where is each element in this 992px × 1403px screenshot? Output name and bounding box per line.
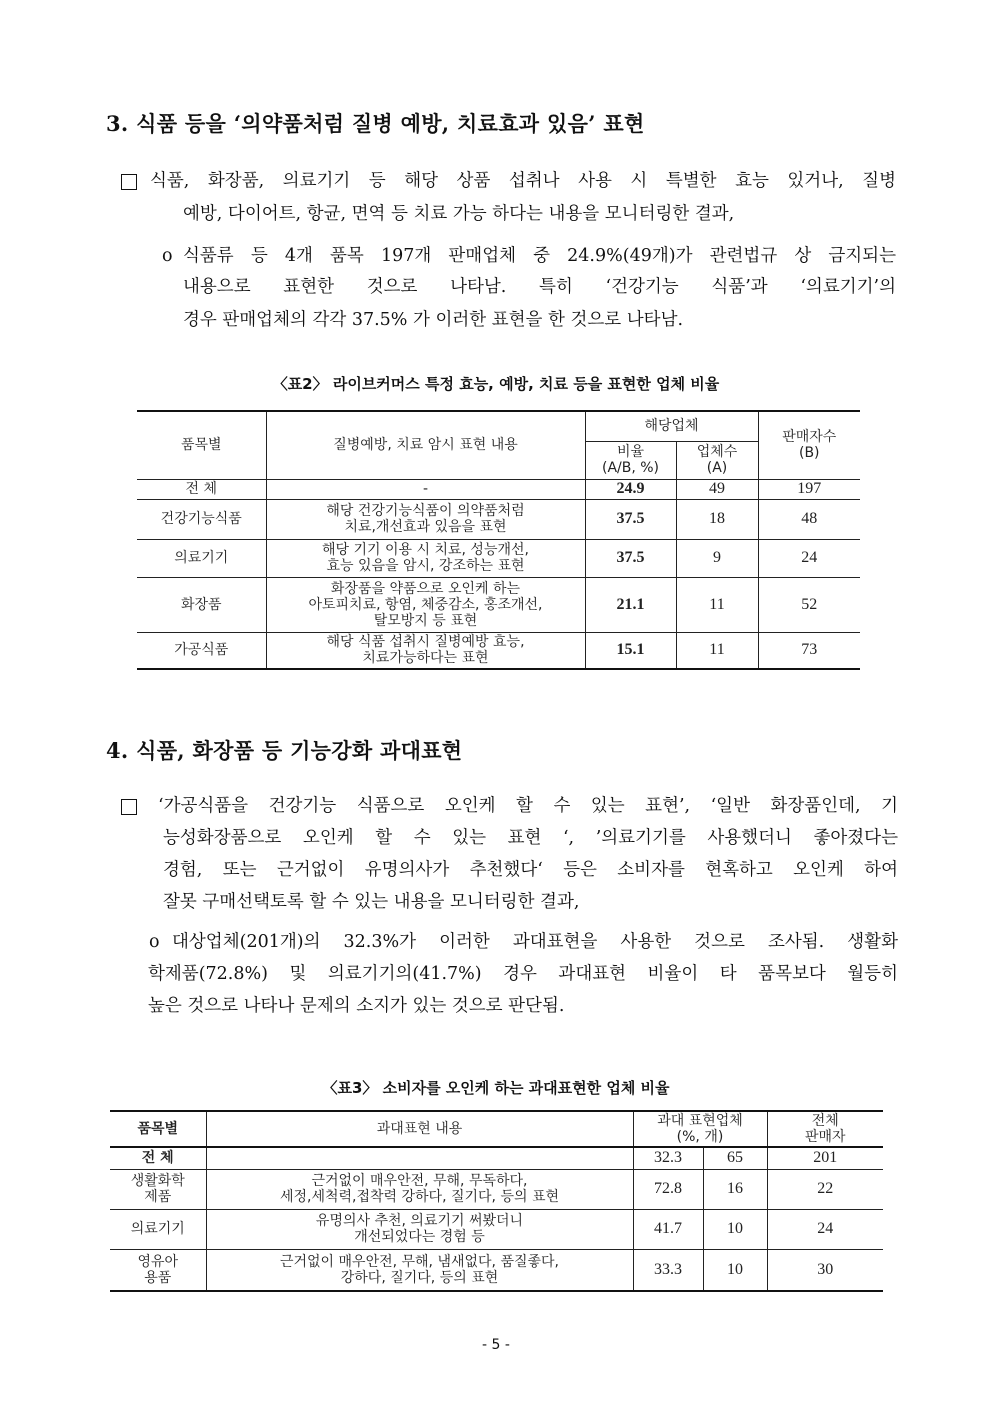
section-3-sub-line-2: 내용으로 표현한 것으로 나타남. 특히 ‘건강기능 식품’과 ‘의료기기’의 — [183, 277, 896, 297]
cell-content: 근거없이 매우안전, 무해, 무독하다, 세정,세척력,접착력 강하다, 질기다, 등의 표현 — [206, 1169, 633, 1209]
cell-item: 생활화학 제품 — [110, 1169, 206, 1209]
table-2-caption: 〈표2〉 라이브커머스 특정 효능, 예방, 치료 등을 표현한 업체 비율 — [272, 375, 720, 393]
table-row — [137, 479, 860, 499]
cell-content: 근거없이 매우안전, 무해, 냄새없다, 품질좋다, 강하다, 질기다, 등의 표현 — [206, 1249, 633, 1291]
cell-count: 9 — [676, 539, 758, 577]
section-3-sub-line-1: 식품류 등 4개 품목 197개 판매업체 중 24.9%(49개)가 관련법규 상 금지되는 — [183, 246, 896, 266]
cell-total: 24 — [767, 1209, 883, 1249]
cell-content: 화장품을 약품으로 오인케 하는 아토피치료, 항염, 체중감소, 홍조개선, 탈모방지 등 표현 — [266, 577, 585, 632]
table-row — [137, 539, 860, 577]
cell-item: 가공식품 — [137, 632, 266, 669]
cell-item: 전 체 — [137, 479, 266, 499]
header-group: 해당업체 — [585, 411, 758, 441]
cell-count: 65 — [703, 1147, 767, 1169]
checkbox-square-icon — [121, 174, 137, 190]
cell-content: 해당 기기 이용 시 치료, 성능개선, 효능 있음을 암시, 강조하는 표현 — [266, 539, 585, 577]
cell-ratio: 21.1 — [585, 577, 676, 632]
page-number: - 5 - — [482, 1337, 510, 1353]
table-3-caption: 〈표3〉 소비자를 오인케 하는 과대표현한 업체 비율 — [322, 1079, 670, 1097]
cell-count: 10 — [703, 1249, 767, 1291]
checkbox-square-icon — [121, 799, 137, 815]
section-4-heading: 4. 식품, 화장품 등 기능강화 과대표현 — [106, 738, 463, 763]
cell-item: 영유아 용품 — [110, 1249, 206, 1291]
header-content: 과대표현 내용 — [206, 1111, 633, 1147]
header-item: 품목별 — [110, 1111, 206, 1147]
cell-total: 201 — [767, 1147, 883, 1169]
section-3-bullet-line-2: 예방, 다이어트, 항균, 면역 등 치료 가능 하다는 내용을 모니터링한 결과, — [183, 204, 735, 224]
cell-ratio: 37.5 — [585, 539, 676, 577]
cell-content: 해당 식품 섭취시 질병예방 효능, 치료가능하다는 표현 — [266, 632, 585, 669]
table-row — [137, 577, 860, 632]
section-4-bullet-line-4: 잘못 구매선택토록 할 수 있는 내용을 모니터링한 결과, — [163, 892, 580, 912]
cell-sellers: 73 — [758, 632, 860, 669]
header-group: 과대 표현업체 (%, 개) — [633, 1111, 767, 1147]
sub-bullet-marker: o — [162, 246, 173, 266]
cell-ratio: 33.3 — [633, 1249, 703, 1291]
cell-ratio: 37.5 — [585, 499, 676, 539]
cell-content: 유명의사 추천, 의료기기 써봤더니 개선되었다는 경험 등 — [206, 1209, 633, 1249]
sub-bullet-marker: o — [149, 932, 160, 952]
cell-item: 건강기능식품 — [137, 499, 266, 539]
cell-ratio: 41.7 — [633, 1209, 703, 1249]
cell-item: 의료기기 — [110, 1209, 206, 1249]
cell-total: 22 — [767, 1169, 883, 1209]
cell-count: 16 — [703, 1169, 767, 1209]
cell-sellers: 52 — [758, 577, 860, 632]
table-row — [110, 1147, 883, 1169]
table-3 — [110, 1110, 883, 1292]
section-4-sub-line-1: 대상업체(201개)의 32.3%가 이러한 과대표현을 사용한 것으로 조사됨. 생활화 — [172, 932, 898, 952]
section-3-bullet-line-1: 식품, 화장품, 의료기기 등 해당 상품 섭취나 사용 시 특별한 효능 있거나, 질병 — [150, 171, 896, 191]
cell-ratio: 24.9 — [585, 479, 676, 499]
table-row — [137, 632, 860, 669]
header-total: 전체 판매자 — [767, 1111, 883, 1147]
cell-sellers: 24 — [758, 539, 860, 577]
cell-sellers: 48 — [758, 499, 860, 539]
cell-item: 의료기기 — [137, 539, 266, 577]
section-4-bullet-line-2: 능성화장품으로 오인케 할 수 있는 표현 ‘, ’의료기기를 사용했더니 좋아졌다는 — [163, 828, 898, 848]
header-ratio: 비율 (A/B, %) — [585, 441, 676, 479]
section-4-sub-line-2: 학제품(72.8%) 및 의료기기의(41.7%) 경우 과대표현 비율이 타 품목보다 월등히 — [148, 964, 898, 984]
header-content: 질병예방, 치료 암시 표현 내용 — [266, 411, 585, 479]
section-4-sub-line-3: 높은 것으로 나타나 문제의 소지가 있는 것으로 판단됨. — [148, 996, 565, 1016]
table-2 — [137, 410, 860, 670]
table-row — [137, 499, 860, 539]
cell-ratio: 72.8 — [633, 1169, 703, 1209]
cell-count: 49 — [676, 479, 758, 499]
section-4-bullet-line-1: ‘가공식품을 건강기능 식품으로 오인케 할 수 있는 표현’, ‘일반 화장품인데, 기 — [158, 796, 898, 816]
section-3-heading: 3. 식품 등을 ‘의약품처럼 질병 예방, 치료효과 있음’ 표현 — [106, 111, 645, 136]
section-4-bullet-line-3: 경험, 또는 근거없이 유명의사가 추천했다‘ 등은 소비자를 현혹하고 오인케 하여 — [163, 860, 898, 880]
header-item: 품목별 — [137, 411, 266, 479]
table-row — [110, 1169, 883, 1209]
cell-count: 11 — [676, 632, 758, 669]
cell-count: 18 — [676, 499, 758, 539]
cell-count: 10 — [703, 1209, 767, 1249]
table-row — [110, 1249, 883, 1291]
cell-total: 30 — [767, 1249, 883, 1291]
cell-ratio: 32.3 — [633, 1147, 703, 1169]
cell-content — [206, 1147, 633, 1169]
cell-count: 11 — [676, 577, 758, 632]
header-count: 업체수 (A) — [676, 441, 758, 479]
cell-content: 해당 건강기능식품이 의약품처럼 치료,개선효과 있음을 표현 — [266, 499, 585, 539]
cell-item: 전 체 — [110, 1147, 206, 1169]
cell-ratio: 15.1 — [585, 632, 676, 669]
cell-item: 화장품 — [137, 577, 266, 632]
header-sellers: 판매자수 (B) — [758, 411, 860, 479]
cell-content: - — [266, 479, 585, 499]
table-row — [110, 1209, 883, 1249]
section-3-sub-line-3: 경우 판매업체의 각각 37.5% 가 이러한 표현을 한 것으로 나타남. — [183, 310, 684, 330]
cell-sellers: 197 — [758, 479, 860, 499]
